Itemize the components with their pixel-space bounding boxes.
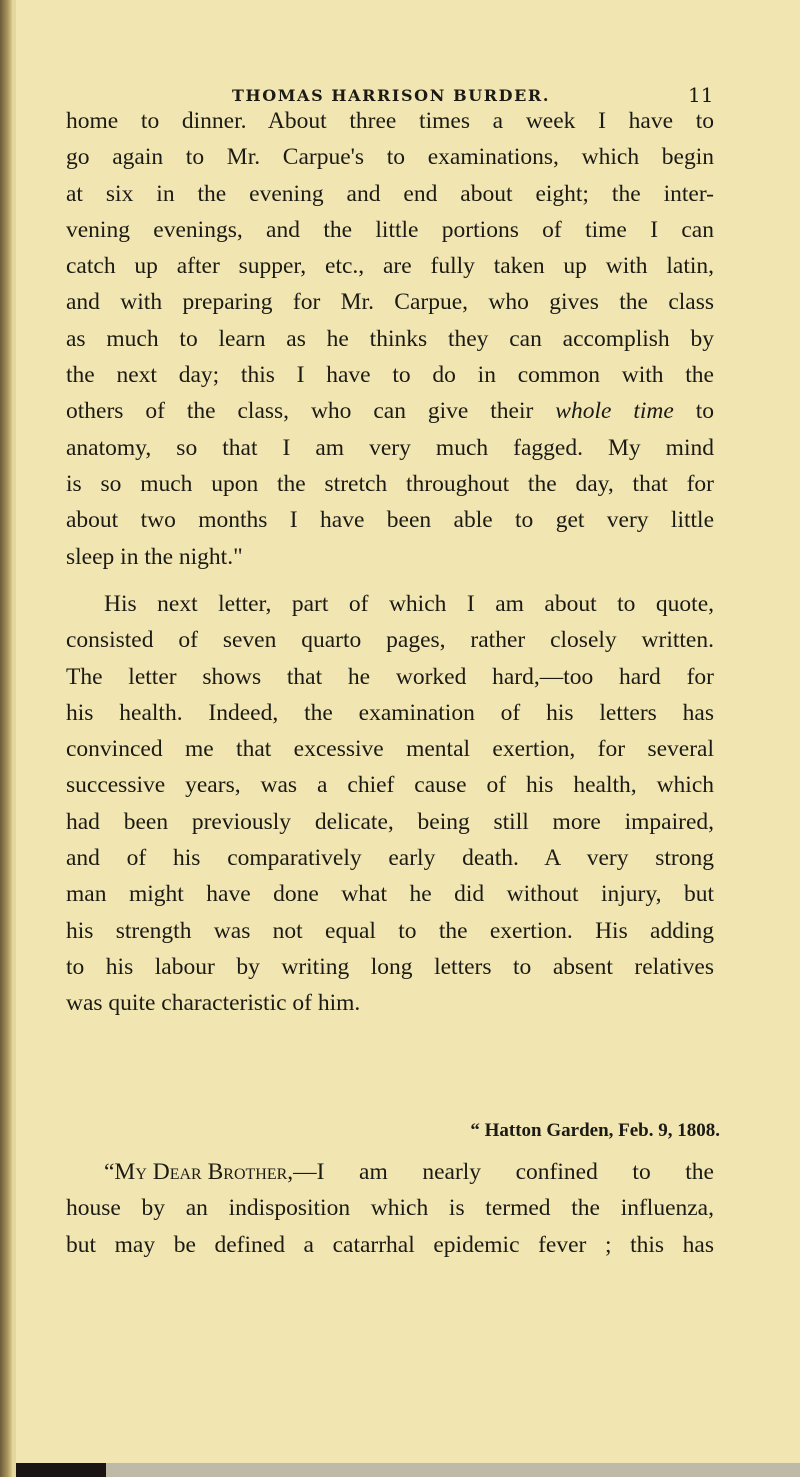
text-line: but may be defined a catarrhal epidemic fever ; this has <box>66 1231 714 1258</box>
text-line: consisted of seven quarto pages, rather closely written. <box>66 627 714 654</box>
text-line: to his labour by writing long letters to absent relatives <box>66 953 714 980</box>
text-line: is so much upon the stretch throughout the day, that for <box>66 470 714 497</box>
text-line: his strength was not equal to the exertion. His adding <box>66 917 714 944</box>
paragraph-2 <box>66 586 714 1022</box>
text-line: about two months I have been able to get very little <box>66 507 714 534</box>
text-line: vening evenings, and the little portions of time I can <box>66 216 714 243</box>
text-line: house by an indisposition which is termed the influenza, <box>66 1195 714 1222</box>
text-line: go again to Mr. Carpue's to examinations, which begin <box>66 144 714 171</box>
text-line <box>66 1154 714 1190</box>
text-line: home to dinner. About three times a week I have to <box>66 108 714 134</box>
page-number: 11 <box>688 83 714 107</box>
paragraph-1 <box>66 103 714 575</box>
text-line: The letter shows that he worked hard,—too hard for <box>66 663 714 690</box>
text-line: successive years, was a chief cause of his health, which <box>66 772 714 799</box>
letter-salutation: “My Dear Brother, <box>104 1159 294 1185</box>
text-line: his health. Indeed, the examination of his letters has <box>66 699 714 726</box>
emphasis: whole time <box>555 398 674 425</box>
text-line: His next letter, part of which I am about to quote, <box>104 591 714 617</box>
text-line: as much to learn as he thinks they can accomplish by <box>66 325 714 352</box>
scan-bottom-mark <box>16 1463 106 1477</box>
text-line: man might have done what he did without injury, but <box>66 881 714 908</box>
letter-dateline: “ Hatton Garden, Feb. 9, 1808. <box>470 1120 720 1141</box>
text-line: the next day; this I have to do in common with the <box>66 362 714 389</box>
text-line: and with preparing for Mr. Carpue, who gives the class <box>66 289 714 316</box>
scan-bottom-edge <box>16 1463 800 1477</box>
text-line: had been previously delicate, being still more impaired, <box>66 808 714 835</box>
text-line: was quite characteristic of him. <box>66 990 361 1017</box>
text-line: others of the class, who can give their whole time to <box>66 398 714 425</box>
letter-line-first: —I am nearly confined to the <box>293 1159 714 1185</box>
page-gutter <box>12 0 16 1477</box>
text-line: catch up after supper, etc., are fully taken up with latin, <box>66 253 714 280</box>
running-title: THOMAS HARRISON BURDER. <box>231 86 551 105</box>
text-line: anatomy, so that I am very much fagged. My mind <box>66 434 714 461</box>
book-spine-edge <box>0 0 12 1477</box>
text-line: at six in the evening and end about eight; the inter- <box>66 180 714 207</box>
letter-body <box>66 1154 714 1263</box>
text-line: sleep in the night." <box>66 543 243 570</box>
text-line: and of his comparatively early death. A very strong <box>66 845 714 872</box>
text-line: convinced me that excessive mental exertion, for several <box>66 736 714 763</box>
